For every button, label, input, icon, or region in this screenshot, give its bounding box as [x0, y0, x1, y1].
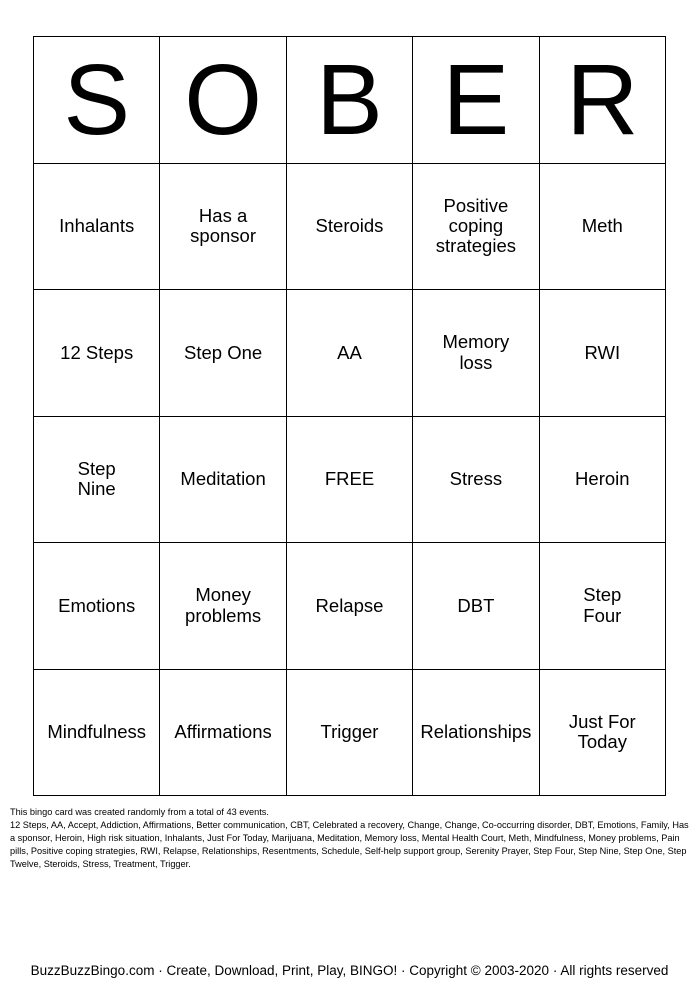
bingo-square: Inhalants — [34, 164, 160, 291]
bingo-square: Memory loss — [413, 290, 539, 417]
bingo-square: Step One — [160, 290, 286, 417]
bingo-square: Heroin — [540, 417, 666, 544]
bingo-square: Just For Today — [540, 670, 666, 797]
bingo-square: Meditation — [160, 417, 286, 544]
bingo-square: Mindfulness — [34, 670, 160, 797]
bingo-square: Money problems — [160, 543, 286, 670]
free-square: FREE — [287, 417, 413, 544]
header-letter-o: O — [160, 37, 286, 164]
header-letter-s: S — [34, 37, 160, 164]
header-letter-r: R — [540, 37, 666, 164]
header-letter-b: B — [287, 37, 413, 164]
bingo-square: Steroids — [287, 164, 413, 291]
page-footer: BuzzBuzzBingo.com · Create, Download, Print, Play, BINGO! · Copyright © 2003-2020 · All rights reserved — [30, 963, 669, 978]
bingo-square: Positive coping strategies — [413, 164, 539, 291]
bingo-square: Stress — [413, 417, 539, 544]
bingo-card — [33, 36, 666, 796]
bingo-square: Emotions — [34, 543, 160, 670]
bingo-square: Has a sponsor — [160, 164, 286, 291]
card-info-event-list: 12 Steps, AA, Accept, Addiction, Affirmations, Better communication, CBT, Celebrated a recovery, Change, Change, Co-occurring disorder, DBT, Emotions, Family, Has a sponsor, Heroin, High risk situation, Inhalants, Just For Today, Marijuana, Meditation, Memory loss, Mental Health Court, Meth, Mindfulness, Money problems, Pain pills, Positive coping strategies, RWI, Relapse, Relationships, Resentments, Schedule, Self-help support group, Serenity Prayer, Step Four, Step Nine, Step One, Step Twelve, Steroids, Stress, Treatment, Trigger. — [10, 820, 689, 869]
bingo-square: DBT — [413, 543, 539, 670]
card-info — [10, 806, 690, 871]
bingo-square: 12 Steps — [34, 290, 160, 417]
bingo-square: Trigger — [287, 670, 413, 797]
bingo-square: RWI — [540, 290, 666, 417]
header-letter-e: E — [413, 37, 539, 164]
bingo-square: Affirmations — [160, 670, 286, 797]
bingo-square: Relapse — [287, 543, 413, 670]
bingo-square: AA — [287, 290, 413, 417]
bingo-square: Meth — [540, 164, 666, 291]
bingo-square: Relationships — [413, 670, 539, 797]
bingo-square: Step Four — [540, 543, 666, 670]
card-info-summary: This bingo card was created randomly from a total of 43 events. — [10, 807, 269, 817]
bingo-square: Step Nine — [34, 417, 160, 544]
